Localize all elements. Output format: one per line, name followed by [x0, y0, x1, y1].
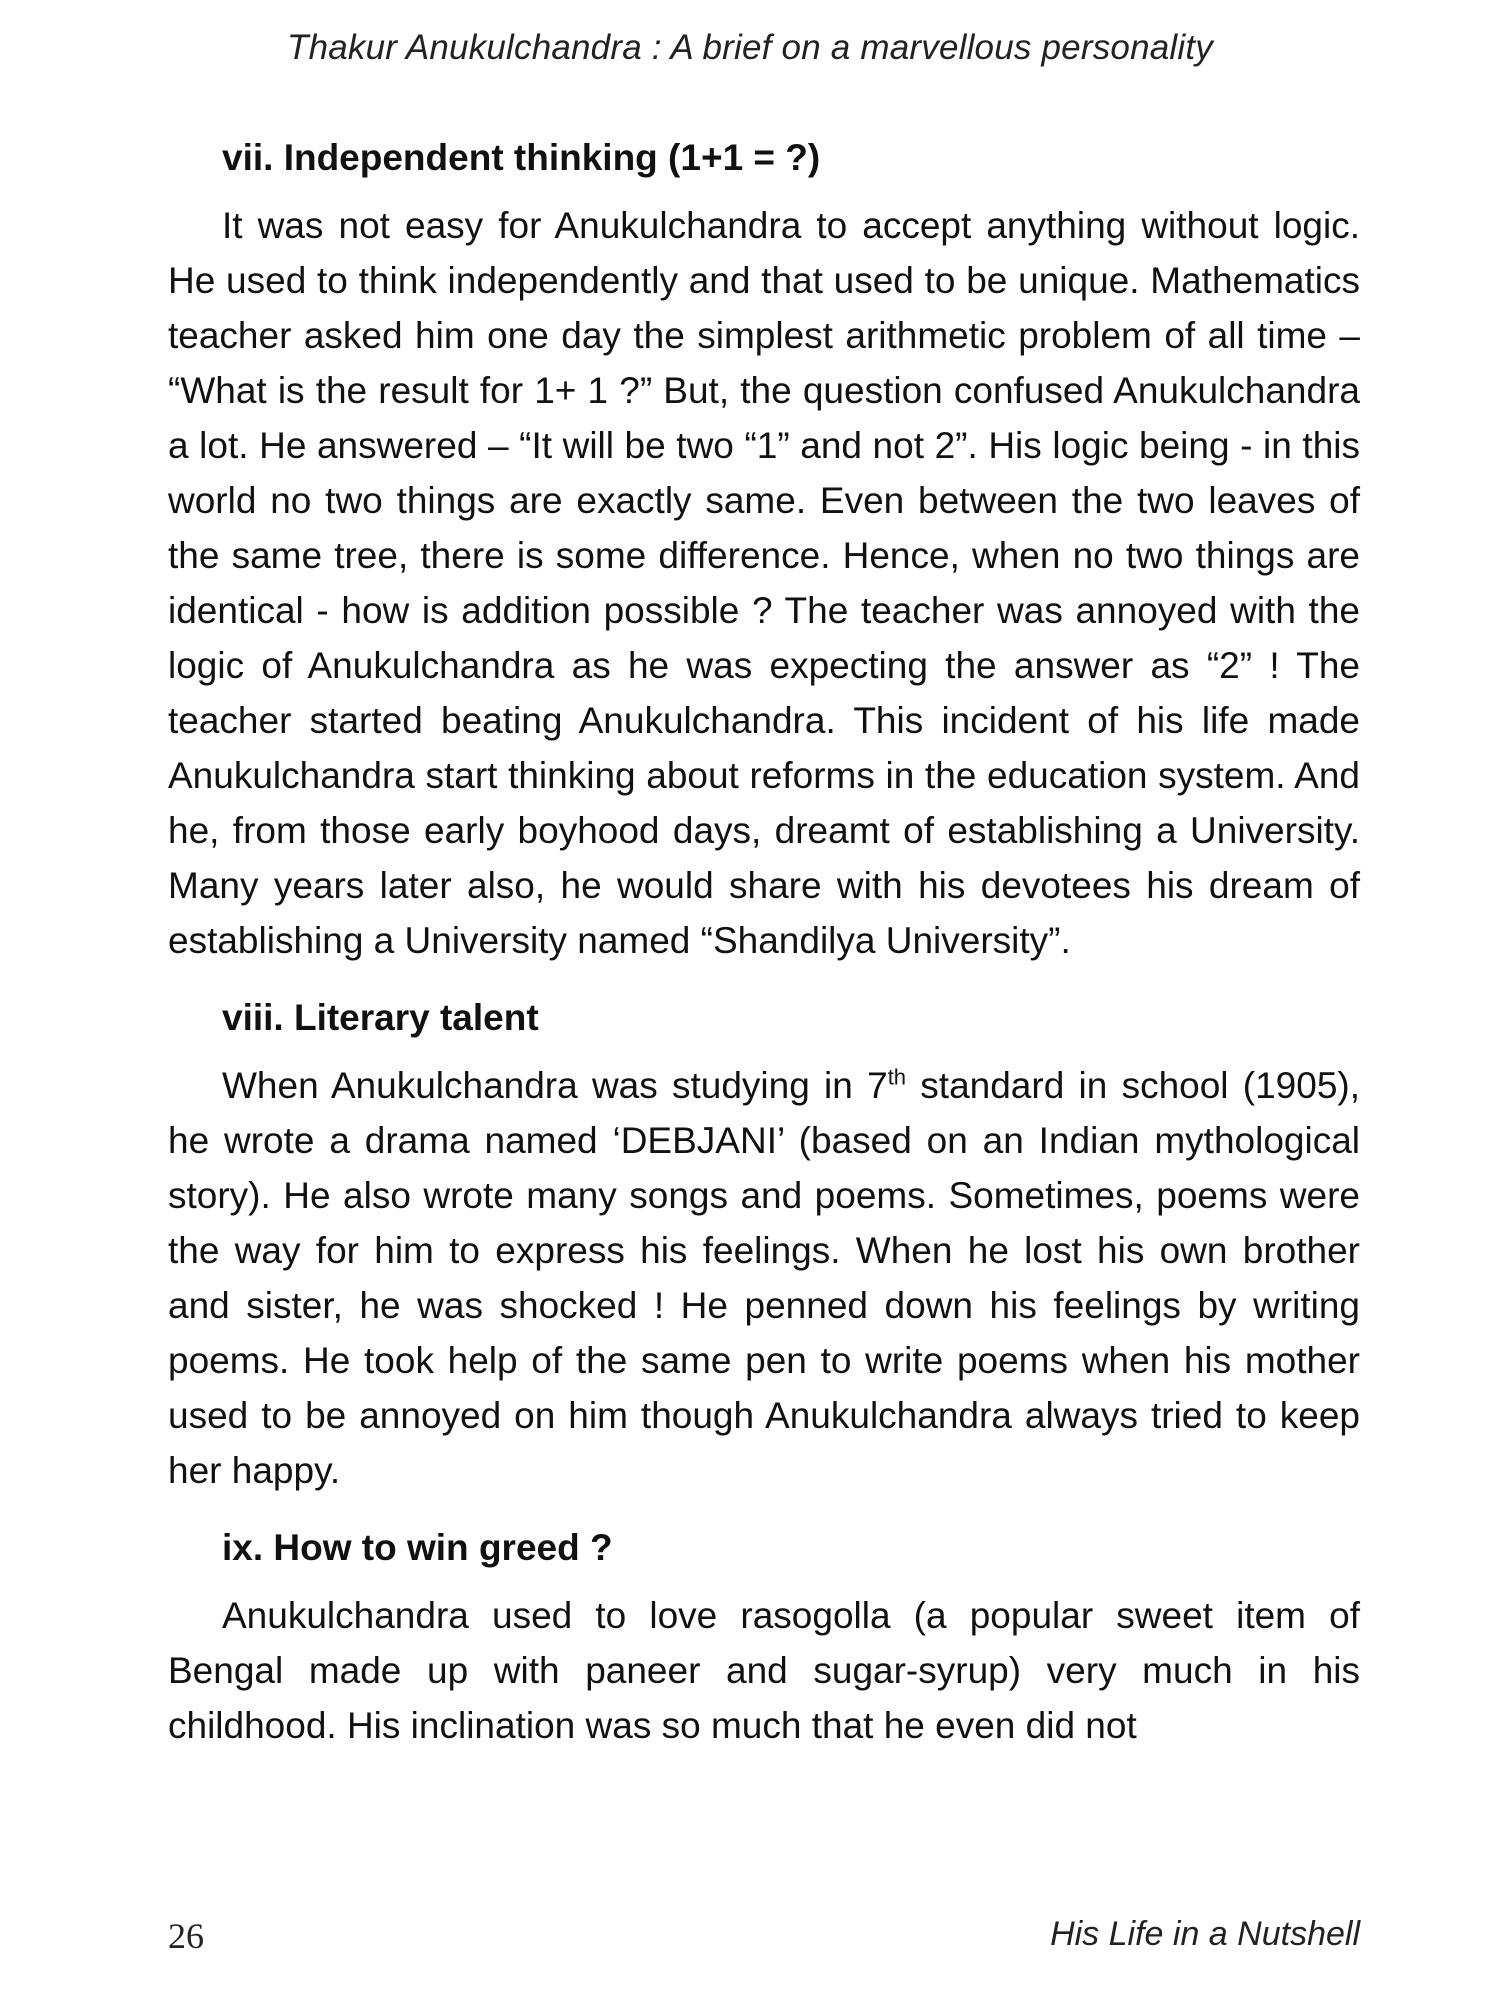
superscript-ordinal: th	[887, 1064, 907, 1090]
running-footer: His Life in a Nutshell	[1050, 1915, 1360, 1953]
section-heading-literary-talent: viii. Literary talent	[222, 997, 539, 1038]
section-heading-greed: ix. How to win greed ?	[222, 1527, 613, 1568]
running-header: Thakur Anukulchandra : A brief on a marvellous personality	[287, 28, 1213, 67]
paragraph-literary-talent	[168, 1058, 1360, 1498]
paragraph-text-rest: standard in school (1905), he wrote a drama named ‘DEBJANI’ (based on an Indian mythological story). He also wrote many songs and poems. Sometimes, poems were the way for him to express his feelings. When he lost his own brother and sister, he was shocked ! He penned down his feelings by writing poems. He took help of the same pen to write poems when his mother used to be annoyed on him though Anukulchandra always tried to keep her happy.	[168, 1065, 1361, 1491]
paragraph-independent-thinking: It was not easy for Anukulchandra to accept anything without logic. He used to think independently and that used to be unique. Mathematics teacher asked him one day the simplest arithmetic problem of all time – “What is the result for 1+ 1 ?” But, the question confused Anukulchandra a lot. He answered – “It will be two “1” and not 2”. His logic being - in this world no two things are exactly same. Even between the two leaves of the same tree, there is some difference. Hence, when no two things are identical - how is addition possible ? The teacher was annoyed with the logic of Anukulchandra as he was expecting the answer as “2” ! The teacher started beating Anukulchandra. This incident of his life made Anukulchandra start thinking about reforms in the education system. And he, from those early boyhood days, dreamt of establishing a University. Many years later also, he would share with his devotees his dream of establishing a University named “Shandilya University”.	[168, 205, 1360, 961]
paragraph-greed: Anukulchandra used to love rasogolla (a popular sweet item of Bengal made up with paneer and sugar-syrup) very much in his childhood. His inclination was so much that he even did not	[168, 1595, 1360, 1746]
paragraph-text-start: When Anukulchandra was studying in 7	[222, 1065, 888, 1106]
page-number: 26	[168, 1916, 204, 1956]
section-heading-independent-thinking: vii. Independent thinking (1+1 = ?)	[222, 137, 821, 178]
page-body	[168, 130, 1360, 1775]
